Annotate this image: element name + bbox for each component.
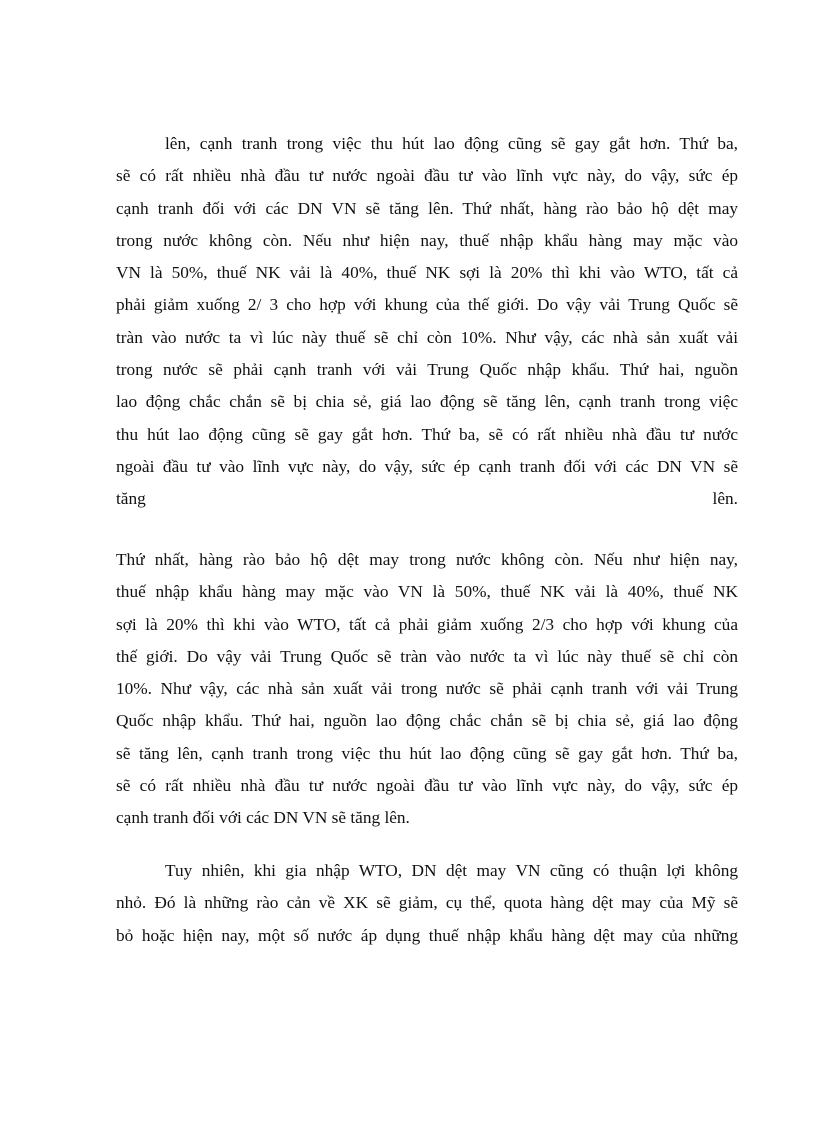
- text-line: nhỏ. Đó là những rào cản về XK sẽ giảm, cụ thể, quota hàng dệt may của Mỹ sẽ: [116, 893, 738, 913]
- text-line: thu hút lao động cũng sẽ gay gắt hơn. Thứ ba, sẽ có rất nhiều nhà đầu tư nước: [116, 424, 738, 444]
- text-line: ngoài đầu tư vào lĩnh vực này, do vậy, sức ép cạnh tranh đối với các DN VN sẽ: [116, 456, 738, 476]
- text-line: tăng lên.: [116, 489, 738, 509]
- text-line: Thứ nhất, hàng rào bảo hộ dệt may trong nước không còn. Nếu như hiện nay,: [116, 550, 738, 569]
- paragraph-2: [116, 544, 738, 835]
- text-line: lên, cạnh tranh trong việc thu hút lao động cũng sẽ gay gắt hơn. Thứ ba,: [165, 134, 738, 153]
- text-line: VN là 50%, thuế NK vải là 40%, thuế NK sợi là 20% thì khi vào WTO, tất cả: [116, 263, 738, 283]
- text-line: Tuy nhiên, khi gia nhập WTO, DN dệt may VN cũng có thuận lợi không: [165, 861, 738, 880]
- text-line: Quốc nhập khẩu. Thứ hai, nguồn lao động chắc chắn sẽ bị chia sẻ, giá lao động: [116, 711, 738, 731]
- text-line: sẽ tăng lên, cạnh tranh trong việc thu hút lao động cũng sẽ gay gắt hơn. Thứ ba,: [116, 743, 738, 763]
- text-line: cạnh tranh đối với các DN VN sẽ tăng lên. Thứ nhất, hàng rào bảo hộ dệt may: [116, 198, 738, 218]
- text-line: bỏ hoặc hiện nay, một số nước áp dụng thuế nhập khẩu hàng dệt may của những: [116, 925, 738, 945]
- text-line: sợi là 20% thì khi vào WTO, tất cả phải giảm xuống 2/3 cho hợp với khung của: [116, 614, 738, 634]
- text-line: cạnh tranh đối với các DN VN sẽ tăng lên.: [116, 808, 410, 828]
- text-line: thế giới. Do vậy vải Trung Quốc sẽ tràn vào nước ta vì lúc này thuế sẽ chỉ còn: [116, 646, 738, 666]
- text-line: sẽ có rất nhiều nhà đầu tư nước ngoài đầu tư vào lĩnh vực này, do vậy, sức ép: [116, 166, 738, 186]
- text-line: trong nước sẽ phải cạnh tranh với vải Trung Quốc nhập khẩu. Thứ hai, nguồn: [116, 360, 738, 380]
- text-line: lao động chắc chắn sẽ bị chia sẻ, giá lao động sẽ tăng lên, cạnh tranh trong việc: [116, 392, 738, 412]
- text-line: 10%. Như vậy, các nhà sản xuất vải trong nước sẽ phải cạnh tranh với vải Trung: [116, 679, 738, 699]
- paragraph-1: [116, 128, 738, 516]
- text-line: trong nước không còn. Nếu như hiện nay, thuế nhập khẩu hàng may mặc vào: [116, 230, 738, 250]
- text-line: sẽ có rất nhiều nhà đầu tư nước ngoài đầu tư vào lĩnh vực này, do vậy, sức ép: [116, 776, 738, 796]
- text-line: phải giảm xuống 2/ 3 cho hợp với khung của thế giới. Do vậy vải Trung Quốc sẽ: [116, 295, 738, 315]
- text-line: tràn vào nước ta vì lúc này thuế sẽ chỉ còn 10%. Như vậy, các nhà sản xuất vải: [116, 327, 738, 347]
- text-line: thuế nhập khẩu hàng may mặc vào VN là 50%, thuế NK vải là 40%, thuế NK: [116, 582, 738, 602]
- paragraph-3: [116, 855, 738, 952]
